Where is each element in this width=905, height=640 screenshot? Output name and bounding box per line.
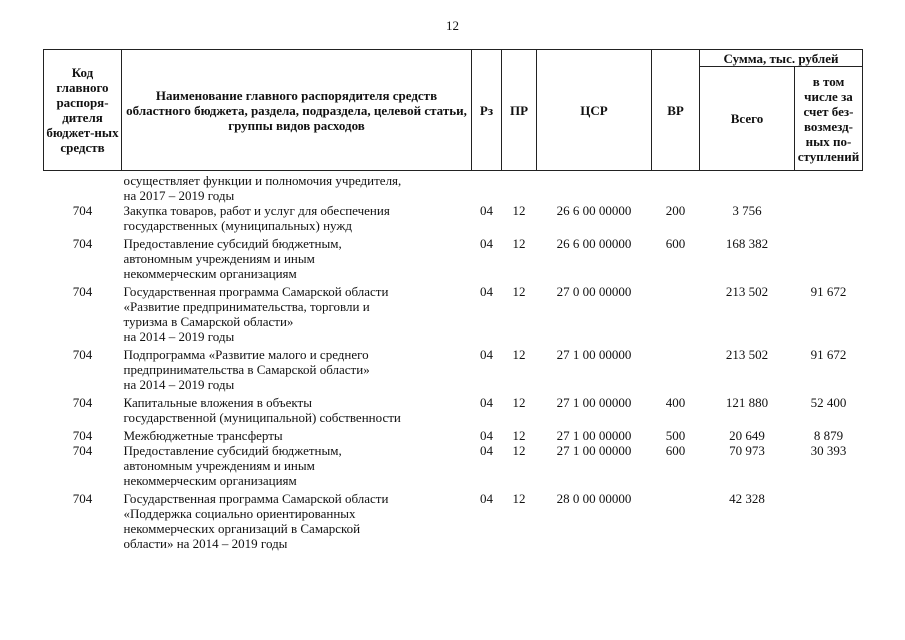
cell-name: Предоставление субсидий бюджетным, автономным учреждениям и иным некоммерческим организациям bbox=[123, 236, 342, 281]
cell-pr: 12 bbox=[512, 428, 526, 443]
cell-rz: 04 bbox=[480, 203, 493, 218]
header-sum: Сумма, тыс. рублей bbox=[700, 50, 863, 67]
cell-name: Капитальные вложения в объекты государственной (муниципальной) собственности bbox=[123, 395, 401, 425]
cell-code: 704 bbox=[72, 395, 93, 410]
cell-name: Закупка товаров, работ и услуг для обеспечения государственных (муниципальных) нужд bbox=[123, 203, 390, 233]
cell-code: 704 bbox=[72, 491, 93, 506]
cell-code: 704 bbox=[72, 443, 93, 458]
cell-csr: 27 0 00 00000 bbox=[556, 284, 632, 299]
cell-total: 3 756 bbox=[732, 203, 762, 218]
cell-name: Предоставление субсидий бюджетным, автономным учреждениям и иным некоммерческим организациям bbox=[123, 443, 342, 488]
cell-vr bbox=[652, 171, 700, 204]
table-row bbox=[44, 203, 863, 236]
cell-csr bbox=[537, 171, 652, 204]
cell-rz: 04 bbox=[480, 347, 493, 362]
cell-pr bbox=[502, 171, 537, 204]
cell-name: Межбюджетные трансферты bbox=[123, 428, 283, 443]
table-row bbox=[44, 428, 863, 443]
cell-incl: 52 400 bbox=[810, 395, 847, 410]
cell-csr: 27 1 00 00000 bbox=[556, 347, 632, 362]
budget-table bbox=[43, 49, 863, 554]
cell-name: Государственная программа Самарской области «Развитие предпринимательства, торговли и туризма в Самарской области» на 2014 – 2019 годы bbox=[123, 284, 389, 344]
cell-rz: 04 bbox=[480, 395, 493, 410]
cell-csr: 27 1 00 00000 bbox=[556, 395, 632, 410]
cell-pr: 12 bbox=[512, 443, 526, 458]
cell-total: 213 502 bbox=[725, 347, 769, 362]
cell-rz: 04 bbox=[480, 236, 493, 251]
cell-incl bbox=[795, 171, 863, 204]
cell-rz: 04 bbox=[480, 491, 493, 506]
table-row bbox=[44, 491, 863, 554]
cell-total: 213 502 bbox=[725, 284, 769, 299]
table-row bbox=[44, 284, 863, 347]
cell-csr: 27 1 00 00000 bbox=[556, 428, 632, 443]
cell-incl bbox=[795, 203, 863, 236]
cell-code: 704 bbox=[72, 236, 93, 251]
cell-total: 70 973 bbox=[729, 443, 765, 458]
table-row bbox=[44, 171, 863, 204]
cell-csr: 26 6 00 00000 bbox=[556, 236, 632, 251]
cell-rz: 04 bbox=[480, 284, 493, 299]
cell-vr bbox=[652, 491, 700, 554]
cell-pr: 12 bbox=[512, 284, 526, 299]
header-pr: ПР bbox=[502, 50, 537, 171]
header-csr: ЦСР bbox=[537, 50, 652, 171]
cell-vr: 600 bbox=[665, 443, 686, 458]
page-number: 12 bbox=[446, 18, 459, 33]
header-name: Наименование главного распорядителя средств областного бюджета, раздела, подраздела, целевой статьи, группы видов расходов bbox=[122, 50, 472, 171]
cell-vr: 200 bbox=[665, 203, 686, 218]
cell-incl: 30 393 bbox=[810, 443, 847, 458]
cell-total: 20 649 bbox=[729, 428, 765, 443]
cell-pr: 12 bbox=[512, 203, 526, 218]
cell-incl bbox=[795, 491, 863, 554]
cell-csr: 27 1 00 00000 bbox=[556, 443, 632, 458]
cell-vr: 400 bbox=[665, 395, 686, 410]
cell-total: 121 880 bbox=[725, 395, 769, 410]
cell-name: осуществляет функции и полномочия учредителя, на 2017 – 2019 годы bbox=[123, 173, 402, 203]
table-body bbox=[44, 171, 863, 555]
cell-incl: 91 672 bbox=[810, 347, 847, 362]
cell-incl bbox=[795, 236, 863, 284]
table-row bbox=[44, 443, 863, 491]
cell-rz bbox=[472, 171, 502, 204]
cell-name: Государственная программа Самарской области «Поддержка социально ориентированных некоммерческих организаций в Самарской области» на 2014 – 2019 годы bbox=[123, 491, 389, 551]
table-row bbox=[44, 395, 863, 428]
cell-total bbox=[700, 171, 795, 204]
cell-code: 704 bbox=[72, 428, 93, 443]
table-row bbox=[44, 347, 863, 395]
cell-code: 704 bbox=[72, 284, 93, 299]
header-vr: ВР bbox=[652, 50, 700, 171]
cell-pr: 12 bbox=[512, 395, 526, 410]
cell-total: 168 382 bbox=[725, 236, 769, 251]
cell-incl: 91 672 bbox=[810, 284, 847, 299]
cell-rz: 04 bbox=[480, 428, 493, 443]
cell-vr bbox=[652, 347, 700, 395]
cell-vr bbox=[652, 284, 700, 347]
cell-code: 704 bbox=[72, 347, 93, 362]
cell-pr: 12 bbox=[512, 491, 526, 506]
header-total: Всего bbox=[700, 67, 795, 171]
header-rz: Рз bbox=[472, 50, 502, 171]
cell-total: 42 328 bbox=[729, 491, 765, 506]
cell-code bbox=[44, 171, 122, 204]
cell-rz: 04 bbox=[480, 443, 493, 458]
cell-vr: 600 bbox=[665, 236, 686, 251]
cell-csr: 28 0 00 00000 bbox=[556, 491, 632, 506]
header-code: Код главного распоря-дителя бюджет-ных средств bbox=[44, 50, 122, 171]
cell-csr: 26 6 00 00000 bbox=[556, 203, 632, 218]
cell-vr: 500 bbox=[665, 428, 686, 443]
cell-code: 704 bbox=[72, 203, 93, 218]
header-incl: в том числе за счет без-возмезд-ных по-ступлений bbox=[795, 67, 863, 171]
cell-pr: 12 bbox=[512, 347, 526, 362]
cell-name: Подпрограмма «Развитие малого и среднего предпринимательства в Самарской области» на 2014 – 2019 годы bbox=[123, 347, 370, 392]
cell-incl: 8 879 bbox=[813, 428, 844, 443]
table-row bbox=[44, 236, 863, 284]
cell-pr: 12 bbox=[512, 236, 526, 251]
